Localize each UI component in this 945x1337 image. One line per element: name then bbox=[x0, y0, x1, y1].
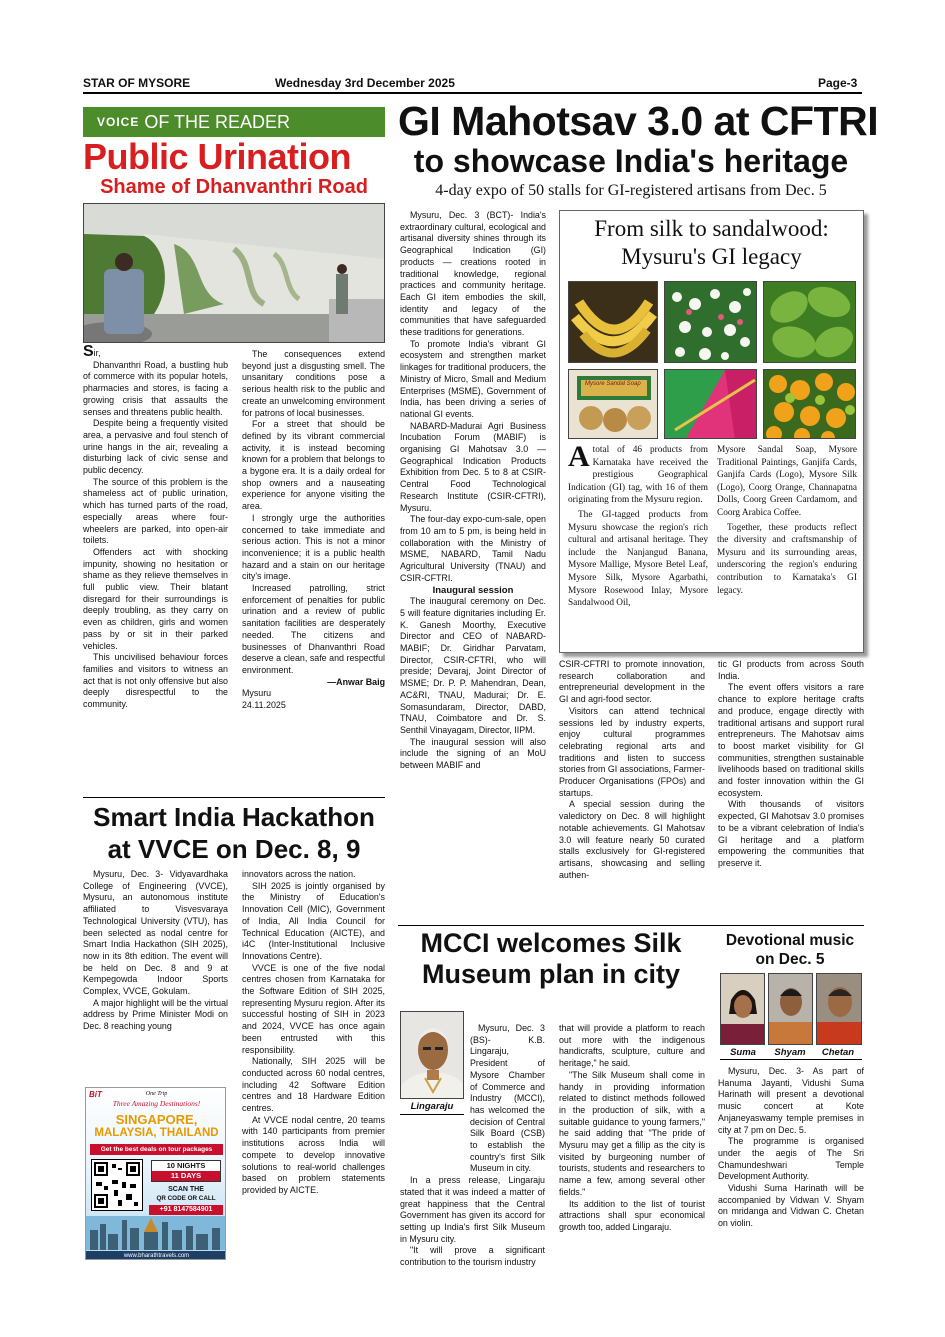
box-photo-jasmine bbox=[664, 281, 757, 363]
gi-paragraph: The inaugural session will also include the signing of an MoU between MABIF and bbox=[400, 736, 546, 771]
gi-paragraph: Mysuru, Dec. 3 (BCT)- India's extraordinary cultural, ecological and artisanal diversity shines through its Geographical Indication (GI) products — creations rooted in traditional knowledge, regional practices and community heritage. Each GI item embodies the skill, identity and legacy of the communities that have safeguarded these traditions for generations. bbox=[400, 210, 546, 338]
box-photo-soap bbox=[568, 369, 658, 439]
ad-brand-logo: BiT bbox=[89, 1090, 102, 1099]
reader-paragraph: The source of this problem is the shameless act of public urination, which has turned parts of the road, especially areas where four-wheelers are parked, into open-air toilets. bbox=[83, 476, 228, 546]
ad-destination-1: SINGAPORE, bbox=[115, 1112, 198, 1127]
gi-paragraph: CSIR-CFTRI to promote innovation, research collaboration and entrepreneurial development in the GI and agri-food sector. bbox=[559, 659, 705, 705]
ad-scan-1: SCAN THE bbox=[168, 1186, 204, 1193]
page-number: Page-3 bbox=[818, 76, 858, 90]
gi-deck: 4-day expo of 50 stalls for GI-registered artisans from Dec. 5 bbox=[435, 182, 827, 199]
ad-scan-2: QR CODE OR CALL bbox=[156, 1195, 216, 1202]
gi-paragraph: The inaugural ceremony on Dec. 5 will feature dignitaries including Er. K. Ganesh Moorthy, Executive Director and CEO of NABARD-MABIF; Dr. Giridhar Parvatam, Director, CSIR-CFTRI, who will preside; Devaraj, Joint Director of MSME; Dr. P. P. Mahendran, Dean, AC&RI, TNAU, Madurai; Dr. E. Somasundaram, Director, DABD, TNAU, Coimbatore and Dr. S. Senthil Vinayagam, Director, IIPM. bbox=[400, 596, 546, 735]
box-paragraph: Mysore Sandal Soap, Mysore Traditional Paintings, Ganjifa Cards, Ganjifa Cards (Logo), Mysore Silk (Logo), Coorg Orange, Channapatna Dolls, Coorg Green Cardamom, and Coorg Arabica Coffee. bbox=[717, 445, 857, 518]
reader-kicker-bold: VOICE bbox=[97, 115, 140, 129]
travel-ad[interactable] bbox=[85, 1087, 226, 1260]
box-soap-label: Mysore Sandal Soap bbox=[585, 381, 641, 387]
gi-headline-2: to showcase India's heritage bbox=[413, 143, 849, 179]
music-headline-1: Devotional music bbox=[725, 932, 855, 949]
gi-paragraph: With thousands of visitors expected, GI Mahotsav 3.0 promises to be a vibrant celebration of India's GI heritage and a platform empowering the communities that preserve it. bbox=[718, 799, 864, 868]
music-paragraph: Vidushi Suma Harinath will be accompanied by Vidwan V. Shyam on mridanga and Vidwan C. Chetan on violin. bbox=[718, 1183, 864, 1229]
hackathon-column-2 bbox=[242, 869, 385, 1197]
ad-tagline: Three Amazing Destinations! bbox=[112, 1099, 201, 1108]
box-title-2: Mysuru's GI legacy bbox=[621, 244, 802, 269]
mcci-paragraph: "It will prove a significant contribution to the tourism industry bbox=[400, 1245, 545, 1268]
gi-column-3 bbox=[718, 659, 864, 870]
music-caption-rule bbox=[720, 1059, 862, 1060]
gi-paragraph: The four-day expo-cum-sale, open from 10 am to 5 pm, is being held in collaboration with the Ministry of MSME, NABARD, Tamil Nadu Agricultural University (TNAU) and CSIR-CFTRI. bbox=[400, 514, 546, 583]
reader-paragraph: Offenders act with shocking impunity, showing no hesitation or shame as they relieve themselves in full public view. Their blatant disregard for their surroundings is deeply troubling, as they carry on even as children, girls and women pass by or sit in their parked vehicles. bbox=[83, 546, 228, 651]
reader-kicker-rest: OF THE READER bbox=[144, 111, 291, 132]
gi-paragraph: tic GI products from across South India. bbox=[718, 659, 864, 681]
mcci-column-2 bbox=[559, 1023, 705, 1234]
reader-paragraph: The consequences extend beyond just a disgusting smell. The unsanitary conditions pose a serious health risk to the public and create an unwelcoming environment for patrons of local businesses. bbox=[242, 349, 385, 418]
music-photo-chetan bbox=[816, 973, 862, 1045]
gi-column-1 bbox=[400, 210, 546, 772]
ad-nights: 10 NIGHTS bbox=[166, 1161, 206, 1170]
reader-salutation: ir, bbox=[93, 348, 101, 358]
music-headline-2: on Dec. 5 bbox=[755, 951, 825, 968]
ad-days: 11 DAYS bbox=[152, 1171, 220, 1181]
hackathon-paragraph: innovators across the nation. bbox=[242, 869, 356, 879]
mcci-photo-caption: Lingaraju bbox=[410, 1101, 454, 1112]
mcci-headline-1: MCCI welcomes Silk bbox=[420, 928, 682, 958]
mcci-intro: Mysuru, Dec. 3 (BS)- K.B. Lingaraju, President of Mysore Chamber of Commerce and Industry (MCCI), has welcomed the decision of Central Silk Board (CSB) to establish the country's first Silk Museum in city. bbox=[470, 1023, 545, 1174]
gi-divider bbox=[398, 925, 864, 926]
reader-column-1 bbox=[83, 343, 228, 711]
reader-divider bbox=[83, 797, 385, 798]
gi-paragraph: The event offers visitors a rare chance to explore heritage crafts and produce, engage directly with traditional artisans and support rural entrepreneurs. The Mahotsav aims to boost market visibility for GI communities, strengthen sustainable livelihoods based on traditional skills and foster innovation within the GI ecosystem. bbox=[718, 682, 864, 798]
box-paragraph: The GI-tagged products from Mysuru showcase the region's rich cultural and artisanal heritage. They include the Nanjangud Banana, Mysore Mallige, Mysore Betel Leaf, Mysore Silk, Mysore Agarbathi, Mysore Rosewood Inlay, Mysore Sandalwood Oil, bbox=[568, 509, 708, 609]
music-caption-suma: Suma bbox=[730, 1047, 756, 1058]
music-paragraph: Mysuru, Dec. 3- As part of Hanuma Jayanti, Vidushi Suma Harinath will present a devotional music concert at Kote Anjaneyaswamy temple premises in city at 7 pm on Dec. 5. bbox=[718, 1066, 864, 1135]
box-title-1: From silk to sandalwood: bbox=[594, 216, 829, 241]
hackathon-paragraph: VVCE is one of the five nodal centres chosen from Karnataka for the Software Edition of SIH 2025, representing Mysuru region. After its successful hosting of SIH in 2023 and 2024, VVCE has once again been entrusted with this responsibility. bbox=[242, 962, 385, 1055]
hackathon-column-1 bbox=[83, 869, 228, 1033]
mcci-paragraph: In a press release, Lingaraju stated that it was indeed a matter of great happiness that the Central Government has given its accord for setting up India's first Silk Museum in Mysuru city. bbox=[400, 1175, 545, 1244]
reader-paragraph: Increased patrolling, strict enforcement of penalties for public urination and a review of public sanitation facilities are desperately needed. The citizens and businesses of Dhanvanthri Road deserve a clean, safe and respectful environment. bbox=[242, 583, 385, 675]
reader-paragraph: This uncivilised behaviour forces families and visitors to witness an act that is not only offensive but also deeply disrespectful to the community. bbox=[83, 652, 228, 710]
music-photo-suma bbox=[720, 973, 765, 1045]
gi-paragraph: To promote India's vibrant GI ecosystem and strengthen market linkages for traditional producers, the Ministry of Micro, Small and Medium Enterprises (MSME), Government of India, has been driving a series of national GI events. bbox=[400, 338, 546, 419]
hackathon-paragraph: A major highlight will be the virtual address by Prime Minister Modi on Dec. 8 reaching young bbox=[83, 997, 228, 1032]
reader-signature: —Anwar Baig bbox=[327, 676, 385, 687]
ad-tag: One Trip bbox=[145, 1091, 168, 1097]
ad-destination-2: MALAYSIA, THAILAND bbox=[94, 1127, 219, 1139]
hackathon-headline-1: Smart India Hackathon bbox=[93, 802, 375, 832]
reader-photo bbox=[83, 203, 385, 343]
music-photo-shyam bbox=[768, 973, 813, 1045]
hackathon-paragraph: Mysuru, Dec. 3- Vidyavardhaka College of Engineering (VVCE), Mysuru, an autonomous institute affiliated to Visvesvaraya Technological University (VTU), has been selected as nodal centre for Smart India Hackathon (SIH 2025), now in its 8th edition. The event will be held on Dec. 8 and 9 at Kempegowda Indoor Sports Complex, VVCE, Gokulam. bbox=[83, 869, 228, 997]
gi-legacy-box bbox=[559, 210, 864, 653]
music-caption-chetan: Chetan bbox=[821, 1047, 855, 1058]
box-dropcap: A bbox=[568, 440, 590, 473]
gi-paragraph: A special session during the valedictory on Dec. 8 will highlight notable achievements. GI Mahotsav 3.0 will feature nearly 50 curated stalls exclusively for GI-registered artisans, showcasing and selling authen- bbox=[559, 799, 705, 880]
box-paragraph: Together, these products reflect the diversity and craftsmanship of Mysuru and its surrounding areas, underscoring the region's enduring contribution to Karnataka's GI legacy. bbox=[717, 522, 857, 596]
hackathon-paragraph: At VVCE nodal centre, 20 teams with 140 participants from premier institutions across India will compete to develop innovative solutions to real-world challenges based on problem statements provided by AICTE. bbox=[242, 1114, 385, 1195]
ad-phone[interactable]: +91 8147584901 bbox=[149, 1205, 223, 1215]
mcci-paragraph: that will provide a platform to reach out more with the indigenous handicrafts, sculpture, culture and heritage," he said. bbox=[559, 1023, 705, 1069]
gi-paragraph: NABARD-Madurai Agri Business Incubation Forum (MABIF) is organising GI Mahotsav 3.0 — Geographical Indication Products Exhibition from Dec. 5 to 8 at CSIR-Central Food Technological Research Institute (CSIR-CFTRI), Mysuru. bbox=[400, 420, 546, 513]
gi-paragraph: Visitors can attend technical sessions led by industry experts, enjoy cultural programmes celebrating regional arts and traditions and listen to success stories from GI associations, Farmer-Producer Organisations (FPOs) and startups. bbox=[559, 705, 705, 798]
hackathon-headline-2: at VVCE on Dec. 8, 9 bbox=[107, 834, 361, 864]
box-photo-betel bbox=[763, 281, 856, 363]
reader-paragraph: For a street that should be defined by its vibrant commercial activity, it is instead becoming known for a problem that belongs to a bygone era. It is a daily ordeal for shop owners and a nauseating experience for anyone visiting the area. bbox=[242, 419, 385, 512]
gi-inaugural-subhead: Inaugural session bbox=[432, 584, 514, 596]
reader-headline: Public Urination bbox=[83, 136, 352, 177]
masthead-rule bbox=[83, 92, 862, 94]
gi-headline-1: GI Mahotsav 3.0 at CFTRI bbox=[398, 98, 879, 144]
ad-deals-banner: Get the best deals on tour packages bbox=[90, 1144, 223, 1155]
hackathon-paragraph: Nationally, SIH 2025 will be conducted across 60 nodal centres, including 42 Software Edition centres and 18 Hardware Edition centres. bbox=[242, 1056, 385, 1114]
reader-paragraph: Dhanvanthri Road, a bustling hub of commerce with its popular hotels, pharmacies and stores, is facing a growing crisis that assaults the senses and threatens public health. bbox=[83, 359, 228, 417]
music-paragraph: The programme is organised under the aegis of The Sri Chamundeshwari Temple Development Authority. bbox=[718, 1136, 864, 1182]
box-text-right bbox=[717, 444, 857, 597]
box-photo-silk bbox=[664, 369, 757, 439]
box-photo-oranges bbox=[763, 369, 856, 439]
reader-subhead: Shame of Dhanvanthri Road bbox=[100, 176, 368, 198]
box-paragraph: total of 46 products from Karnataka have received the prestigious Geographical Indication (GI) tag, with 16 of them originating from the Mysuru region. bbox=[568, 445, 708, 506]
mcci-paragraph: "The Silk Museum shall come in handy in providing information related to distinct methods followed in the production of silk, with a suitable guidance to young farmers," he said adding that "The pride of Mysuru may get a fillip as the city is visited by burgeoning number of tourists, students and researchers to name a few, among several other fields." bbox=[559, 1069, 705, 1197]
mcci-column-1 bbox=[400, 1023, 545, 1269]
reader-place: Mysuru bbox=[242, 688, 272, 699]
mcci-paragraph: Its addition to the list of tourist attractions shall spur economical growth too, added Lingaraju. bbox=[559, 1198, 705, 1232]
hackathon-paragraph: SIH 2025 is jointly organised by the Ministry of Education's Innovation Cell (MIC), Government of India, All India Council for Technical Education (AICTE), and i4C (Inter-Institutional Inclusive Innovations Centre). bbox=[242, 880, 385, 961]
reader-paragraph: I strongly urge the authorities concerned to take immediate and serious action. This is not a minor inconvenience; it is a public health hazard and a stain on our heritage city's image. bbox=[242, 512, 385, 582]
music-column bbox=[718, 1066, 864, 1230]
ad-qr-code[interactable] bbox=[91, 1159, 143, 1211]
reader-kicker bbox=[83, 107, 385, 137]
reader-dropcap: S bbox=[83, 343, 94, 360]
music-caption-shyam: Shyam bbox=[774, 1047, 806, 1058]
box-text-left bbox=[568, 440, 708, 610]
gi-column-2 bbox=[559, 659, 705, 881]
ad-duration bbox=[151, 1160, 221, 1182]
reader-sig-date: 24.11.2025 bbox=[242, 700, 286, 711]
ad-skyline-illustration bbox=[86, 1216, 226, 1250]
reader-column-2 bbox=[242, 349, 385, 712]
mcci-headline-2: Museum plan in city bbox=[421, 959, 681, 989]
issue-date: Wednesday 3rd December 2025 bbox=[275, 76, 455, 90]
paper-name: STAR OF MYSORE bbox=[83, 76, 191, 90]
ad-url[interactable]: www.bharathtravels.com bbox=[86, 1251, 226, 1260]
box-photo-banana bbox=[568, 281, 658, 363]
reader-paragraph: Despite being a frequently visited area, a pervasive and foul stench of urine hangs in the air, revealing a disturbing lack of civic sense and public decency. bbox=[83, 418, 228, 476]
